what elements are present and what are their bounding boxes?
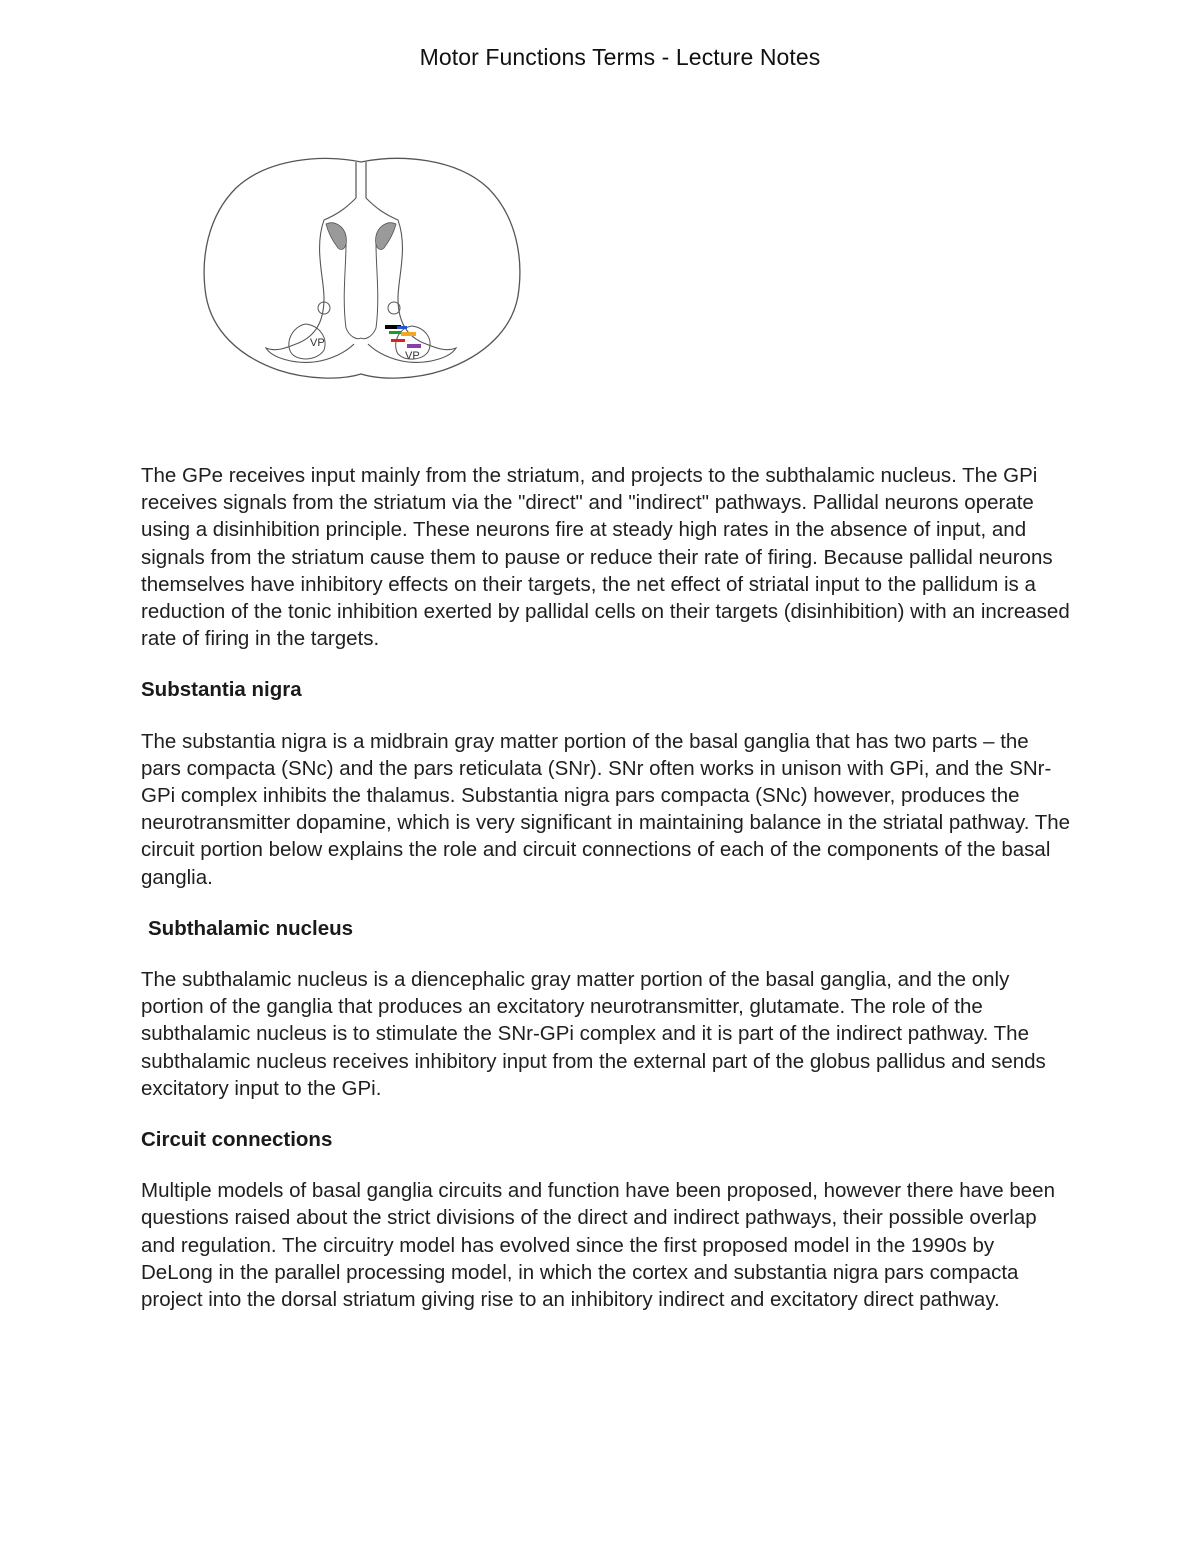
heading-circuit-connections: Circuit connections bbox=[141, 1128, 333, 1152]
marker-purple bbox=[407, 344, 421, 348]
circuit-connections-paragraph: Multiple models of basal ganglia circuits and function have been proposed, however there have been questions raised about the strict divisions of the direct and indirect pathways, their possible overlap and regulation. The circuitry model has evolved since the first proposed model in the 1990s by DeLong in the parallel processing model, in which the cortex and substantia nigra pars compacta project into the dorsal striatum giving rise to an inhibitory indirect and excitatory direct pathway. bbox=[141, 1179, 1055, 1312]
right-inner-contour bbox=[366, 198, 456, 362]
page-title: Motor Functions Terms - Lecture Notes bbox=[419, 44, 821, 70]
document-body bbox=[141, 462, 1071, 1313]
marker-red bbox=[391, 339, 405, 342]
substantia-nigra-paragraph: The substantia nigra is a midbrain gray matter portion of the basal ganglia that has two parts – the pars compacta (SNc) and the pars reticulata (SNr). SNr often works in unison with GPi, and the SNr-GPi complex inhibits the thalamus. Substantia nigra pars compacta (SNc) however, produces the neurotransmitter dopamine, which is very significant in maintaining balance in the striatal pathway. The circuit portion below explains the role and circuit connections of each of the components of the basal ganglia. bbox=[141, 729, 1071, 889]
right-vp-label: VP bbox=[405, 350, 420, 362]
heading-substantia-nigra: Substantia nigra bbox=[141, 678, 302, 702]
central-column bbox=[344, 244, 378, 339]
marker-blue bbox=[397, 326, 407, 329]
subthalamic-nucleus-paragraph: The subthalamic nucleus is a diencephalic gray matter portion of the basal ganglia, and the only portion of the ganglia that produces an excitatory neurotransmitter, glutamate. The role of the subthalamic nucleus is to stimulate the SNr-GPi complex and it is part of the indirect pathway. The subthalamic nucleus receives inhibitory input from the external part of the globus pallidus and sends excitatory input to the GPi. bbox=[141, 968, 1046, 1100]
midline bbox=[356, 162, 366, 198]
left-ventricle bbox=[326, 223, 346, 250]
marker-orange bbox=[401, 332, 416, 336]
right-ventricle bbox=[376, 223, 396, 250]
gp-intro-paragraph: The GPe receives input mainly from the striatum, and projects to the subthalamic nucleus. The GPi receives signals from the striatum via the "direct" and "indirect" pathways. Pallidal neurons operate using a disinhibition principle. These neurons fire at steady high rates in the absence of input, and signals from the striatum cause them to pause or reduce their rate of firing. Because pallidal neurons themselves have inhibitory effects on their targets, the net effect of striatal input to the pallidum is a reduction of the tonic inhibition exerted by pallidal cells on their targets (disinhibition) with an increased rate of firing in the targets. bbox=[141, 464, 1070, 651]
heading-subthalamic-nucleus: Subthalamic nucleus bbox=[148, 916, 354, 940]
brain-outline bbox=[204, 158, 520, 378]
brain-section-figure bbox=[196, 148, 530, 386]
marker-green bbox=[389, 331, 402, 334]
left-vp-label: VP bbox=[310, 337, 325, 349]
